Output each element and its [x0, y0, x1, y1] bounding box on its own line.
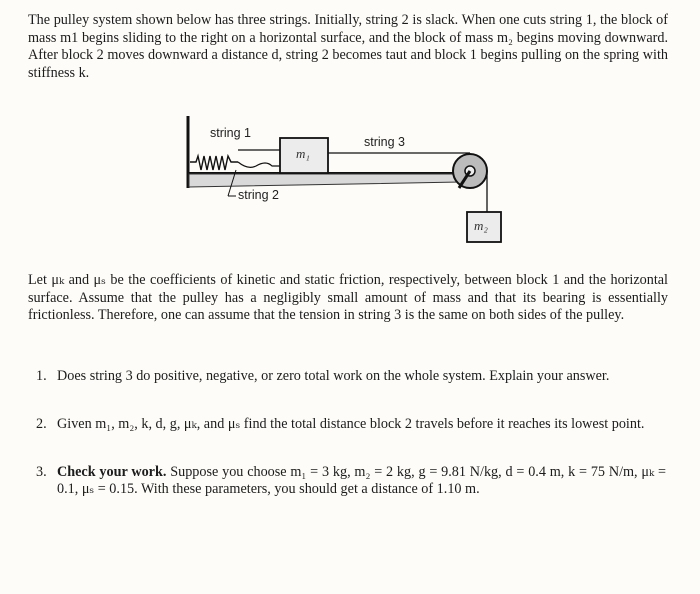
assumptions-paragraph: Let μₖ and μₛ be the coefficients of kinetic and static friction, respectively, between block 1 and the horizontal surface. Assume that the pulley has a negligibly small amount of mass and that its bearing is essentially frictionless. Therefore, one can assume that the tension in string 3 is the same on both sides of the pulley.: [28, 272, 668, 324]
spring: [190, 156, 238, 170]
string-1-label: string 1: [210, 126, 251, 140]
question-1: [36, 368, 666, 385]
question-text: Suppose you choose m₁ = 3 kg, m₂ = 2 kg, g = 9.81 N/kg, d = 0.4 m, k = 75 N/m, μₖ = 0.1, μₛ = 0.15. With these parameters, you should get a distance of 1.10 m.: [57, 464, 666, 497]
question-number: 3.: [36, 464, 47, 480]
question-body: [57, 464, 666, 497]
string-2-label: string 2: [238, 188, 279, 202]
string-2: [238, 162, 281, 167]
question-text: Does string 3 do positive, negative, or zero total work on the whole system. Explain your answer.: [57, 368, 610, 384]
problem-intro: The pulley system shown below has three strings. Initially, string 2 is slack. When one cuts string 1, the block of mass m1 begins sliding to the right on a horizontal surface, and the block of mass m₂ begins moving downward. After block 2 moves downward a distance d, string 2 becomes taut and block 1 begins pulling on the spring with stiffness k.: [28, 12, 668, 81]
block-m1-label: m₁: [296, 146, 310, 161]
question-number: 1.: [36, 368, 47, 384]
question-2: [36, 416, 666, 433]
question-number: 2.: [36, 416, 47, 432]
check-work-heading: Check your work.: [57, 464, 167, 480]
question-text: Given m₁, m₂, k, d, g, μₖ, and μₛ find the total distance block 2 travels before it reaches its lowest point.: [57, 416, 645, 432]
block-m2-label: m₂: [474, 218, 488, 233]
question-3: [36, 464, 666, 497]
string-3-label: string 3: [364, 135, 405, 149]
